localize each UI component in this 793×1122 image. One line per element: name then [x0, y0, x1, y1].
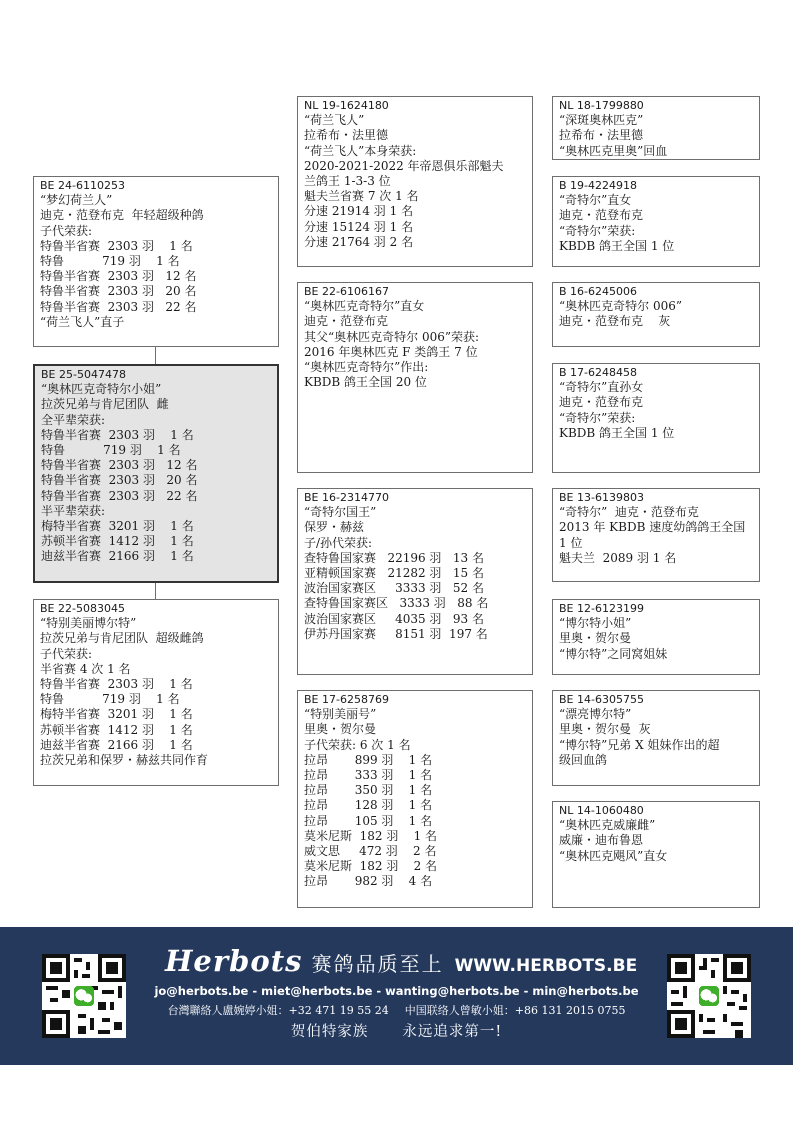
- card-line: “奥林匹克飓风”直女: [559, 848, 668, 863]
- ring-number: BE 22-5083045: [40, 602, 125, 615]
- card-line: KBDB 鸽王全国 1 位: [559, 425, 675, 440]
- card-line: 2016 年奥林匹克 F 类鸽王 7 位: [304, 344, 478, 359]
- card-line: “深斑奥林匹克”: [559, 113, 644, 128]
- card-line: 威文思 472 羽 2 名: [304, 843, 437, 858]
- brand-header: [165, 944, 638, 978]
- card-line: 分速 15124 羽 1 名: [304, 219, 414, 234]
- card-line: 特鲁半省赛 2303 羽 20 名: [41, 473, 198, 488]
- card-lines: [304, 113, 526, 250]
- card-line: 半平辈荣获:: [41, 503, 106, 518]
- card-line: “奇特尔国王”: [304, 505, 377, 520]
- card-line: 拉昂 105 羽 1 名: [304, 813, 433, 828]
- card-line: “奥林匹克奇特尔”作出:: [304, 359, 429, 374]
- ring-number: BE 24-6110253: [40, 179, 125, 192]
- card-line: “奇特尔” 迪克・范登布克: [559, 505, 699, 520]
- card-lines: [40, 616, 272, 768]
- card-lines: [559, 299, 753, 329]
- card-line: 子/孙代荣获:: [304, 535, 373, 550]
- card-line: 2013 年 KBDB 速度幼鸽鸽王全国: [559, 520, 746, 535]
- website-link[interactable]: WWW.HERBOTS.BE: [454, 956, 638, 976]
- card-line: 其父“奥林匹克奇特尔 006”荣获:: [304, 329, 480, 344]
- card-lines: [559, 818, 753, 864]
- email-contacts[interactable]: jo@herbots.be - miet@herbots.be - wanting@herbots.be - min@herbots.be: [154, 984, 639, 998]
- card-line: “特别美丽博尔特”: [40, 616, 137, 631]
- ring-number: BE 25-5047478: [41, 368, 126, 381]
- slogan-text: 赛鸽品质至上: [311, 952, 444, 976]
- card-line: 迪克・范登布克: [559, 208, 644, 223]
- card-line: 特鲁半省赛 2303 羽 12 名: [41, 458, 198, 473]
- ring-number: BE 22-6106167: [304, 285, 389, 298]
- card-lines: [559, 113, 753, 159]
- card-line: 迪克・范登布克 年轻超级种鸽: [40, 208, 204, 223]
- card-line: 保罗・赫兹: [304, 520, 365, 535]
- contact-china: 中国联络人曾敏小姐：+86 131 2015 0755: [404, 1004, 626, 1017]
- pedigree-card-dam: [33, 599, 279, 786]
- card-line: 级回血鸽: [559, 752, 608, 767]
- card-line: 波治国家赛区 4035 羽 93 名: [304, 611, 484, 626]
- family-motto: [150, 1020, 643, 1041]
- card-line: “奇特尔”直女: [559, 193, 632, 208]
- pedigree-card-dam-dam: [297, 690, 533, 908]
- card-line: “荷兰飞人”: [304, 113, 365, 128]
- card-lines: [304, 299, 526, 390]
- pedigree-card-sss: [552, 96, 760, 160]
- card-line: 梅特半省赛 3201 羽 1 名: [40, 707, 193, 722]
- card-line: 苏顿半省赛 1412 羽 1 名: [41, 534, 194, 549]
- card-line: “博尔特”之同窝姐妹: [559, 646, 668, 661]
- card-line: “梦幻荷兰人”: [40, 193, 113, 208]
- ring-number: NL 19-1624180: [304, 99, 389, 112]
- ring-number: NL 18-1799880: [559, 99, 644, 112]
- card-line: 特鲁半省赛 2303 羽 22 名: [41, 488, 198, 503]
- ring-number: BE 14-6305755: [559, 693, 644, 706]
- card-line: 拉昂 899 羽 1 名: [304, 752, 433, 767]
- card-lines: [559, 707, 753, 768]
- card-line: 拉茨兄弟与肯尼团队 雌: [41, 397, 169, 412]
- card-line: 分速 21914 羽 1 名: [304, 204, 414, 219]
- footer-banner: [0, 927, 793, 1065]
- card-line: “荷兰飞人”本身荣获:: [304, 143, 417, 158]
- card-line: 伊苏丹国家赛 8151 羽 197 名: [304, 626, 488, 641]
- card-lines: [304, 505, 526, 642]
- card-lines: [41, 382, 271, 564]
- ring-number: NL 14-1060480: [559, 804, 644, 817]
- ring-number: BE 12-6123199: [559, 602, 644, 615]
- motto-text: 永远追求第一!: [402, 1024, 503, 1040]
- card-line: 全平辈荣获:: [41, 412, 106, 427]
- ring-number: B 16-6245006: [559, 285, 637, 298]
- card-line: 特鲁半省赛 2303 羽 1 名: [40, 676, 193, 691]
- card-line: 查特鲁国家赛区 3333 羽 88 名: [304, 596, 489, 611]
- card-line: 拉茨兄弟与肯尼团队 超级雌鸽: [40, 631, 204, 646]
- card-line: 里奥・贺尔曼: [304, 722, 377, 737]
- card-line: 特鲁半省赛 2303 羽 22 名: [40, 299, 197, 314]
- card-line: 拉希布・法里德: [304, 128, 389, 143]
- card-line: “博尔特小姐”: [559, 616, 632, 631]
- card-line: 莫米尼斯 182 羽 2 名: [304, 859, 438, 874]
- card-line: 迪克・范登布克: [559, 395, 644, 410]
- contact-taiwan: 台灣聯絡人盧婉婷小姐：+32 471 19 55 24: [167, 1004, 389, 1017]
- pedigree-card-subject: [33, 364, 279, 583]
- ring-number: B 17-6248458: [559, 366, 637, 379]
- pedigree-card-sds: [552, 282, 760, 347]
- card-line: “特别美丽号”: [304, 707, 377, 722]
- pedigree-card-sire: [33, 176, 279, 347]
- card-line: 莫米尼斯 182 羽 1 名: [304, 828, 438, 843]
- card-lines: [40, 193, 272, 330]
- card-line: 特鲁半省赛 2303 羽 1 名: [40, 238, 193, 253]
- card-line: 拉昂 982 羽 4 名: [304, 874, 433, 889]
- card-line: “奥林匹克里奥”回血: [559, 143, 668, 158]
- card-line: 威廉・迪布鲁恩: [559, 833, 644, 848]
- card-line: “博尔特”兄弟 X 姐妹作出的超: [559, 737, 720, 752]
- card-line: “漂亮博尔特”: [559, 707, 632, 722]
- pedigree-card-sire-sire: [297, 96, 533, 267]
- pedigree-card-dds: [552, 690, 760, 786]
- pedigree-card-dam-sire: [297, 488, 533, 675]
- card-line: 亚精顿国家赛 21282 羽 15 名: [304, 565, 484, 580]
- card-lines: [559, 505, 753, 566]
- card-line: 子代荣获:: [40, 646, 93, 661]
- card-lines: [304, 707, 526, 889]
- connector-sire-subject: [155, 347, 156, 364]
- card-line: 迪兹半省赛 2166 羽 1 名: [40, 737, 193, 752]
- card-line: 魁夫兰省赛 7 次 1 名: [304, 189, 419, 204]
- card-line: “荷兰飞人”直子: [40, 314, 125, 329]
- card-lines: [559, 193, 753, 254]
- card-line: 特鲁 719 羽 1 名: [41, 442, 181, 457]
- card-line: 拉昂 350 羽 1 名: [304, 783, 433, 798]
- card-line: 2020-2021-2022 年帝恩俱乐部魁夫: [304, 158, 504, 173]
- herbots-logo: Herbots: [165, 944, 303, 978]
- card-line: 特鲁半省赛 2303 羽 1 名: [41, 427, 194, 442]
- card-line: 迪克・范登布克 灰: [559, 314, 671, 329]
- card-line: KBDB 鸽王全国 20 位: [304, 375, 427, 390]
- ring-number: BE 16-2314770: [304, 491, 389, 504]
- pedigree-card-sire-dam: [297, 282, 533, 473]
- card-line: “奥林匹克威廉雌”: [559, 818, 656, 833]
- card-line: 迪兹半省赛 2166 羽 1 名: [41, 549, 194, 564]
- card-line: 里奥・贺尔曼 灰: [559, 722, 651, 737]
- card-line: 拉昂 333 羽 1 名: [304, 767, 433, 782]
- pedigree-card-ddd: [552, 801, 760, 908]
- qr-code-icon: [42, 954, 126, 1038]
- card-line: “奇特尔”荣获:: [559, 410, 636, 425]
- pedigree-card-ssd: [552, 176, 760, 267]
- phone-contacts: [150, 1002, 643, 1018]
- card-line: 特鲁半省赛 2303 羽 12 名: [40, 269, 197, 284]
- card-line: “奥林匹克奇特尔”直女: [304, 299, 425, 314]
- ring-number: BE 13-6139803: [559, 491, 644, 504]
- card-line: 子代荣获:: [40, 223, 93, 238]
- card-line: 特鲁 719 羽 1 名: [40, 253, 180, 268]
- card-line: 里奥・贺尔曼: [559, 631, 632, 646]
- card-line: “奇特尔”直孙女: [559, 380, 644, 395]
- card-line: 兰鸽王 1-3-3 位: [304, 173, 391, 188]
- card-lines: [559, 616, 753, 662]
- card-line: KBDB 鸽王全国 1 位: [559, 238, 675, 253]
- card-line: 特鲁半省赛 2303 羽 20 名: [40, 284, 197, 299]
- card-line: 分速 21764 羽 2 名: [304, 234, 414, 249]
- card-line: 迪克・范登布克: [304, 314, 389, 329]
- card-line: “奇特尔”荣获:: [559, 223, 636, 238]
- card-line: “奥林匹克奇特尔 006”: [559, 299, 682, 314]
- card-line: 波治国家赛区 3333 羽 52 名: [304, 581, 484, 596]
- pedigree-card-sdd: [552, 363, 760, 473]
- pedigree-card-dsd: [552, 599, 760, 675]
- ring-number: B 19-4224918: [559, 179, 637, 192]
- card-line: 拉茨兄弟和保罗・赫兹共同作育: [40, 752, 209, 767]
- connector-subject-dam: [155, 583, 156, 599]
- card-line: 梅特半省赛 3201 羽 1 名: [41, 518, 194, 533]
- card-line: 特鲁 719 羽 1 名: [40, 692, 180, 707]
- card-line: 拉希布・法里德: [559, 128, 644, 143]
- pedigree-card-dss: [552, 488, 760, 582]
- card-line: 拉昂 128 羽 1 名: [304, 798, 433, 813]
- ring-number: BE 17-6258769: [304, 693, 389, 706]
- card-line: 子代荣获: 6 次 1 名: [304, 737, 411, 752]
- card-lines: [559, 380, 753, 441]
- card-line: 1 位: [559, 535, 583, 550]
- card-line: “奥林匹克奇特尔小姐”: [41, 382, 162, 397]
- wechat-icon: [667, 954, 751, 1038]
- card-line: 苏顿半省赛 1412 羽 1 名: [40, 722, 193, 737]
- card-line: 魁夫兰 2089 羽 1 名: [559, 550, 677, 565]
- card-line: 查特鲁国家赛 22196 羽 13 名: [304, 550, 484, 565]
- family-name: 贺伯特家族: [290, 1024, 369, 1040]
- card-line: 半省赛 4 次 1 名: [40, 661, 131, 676]
